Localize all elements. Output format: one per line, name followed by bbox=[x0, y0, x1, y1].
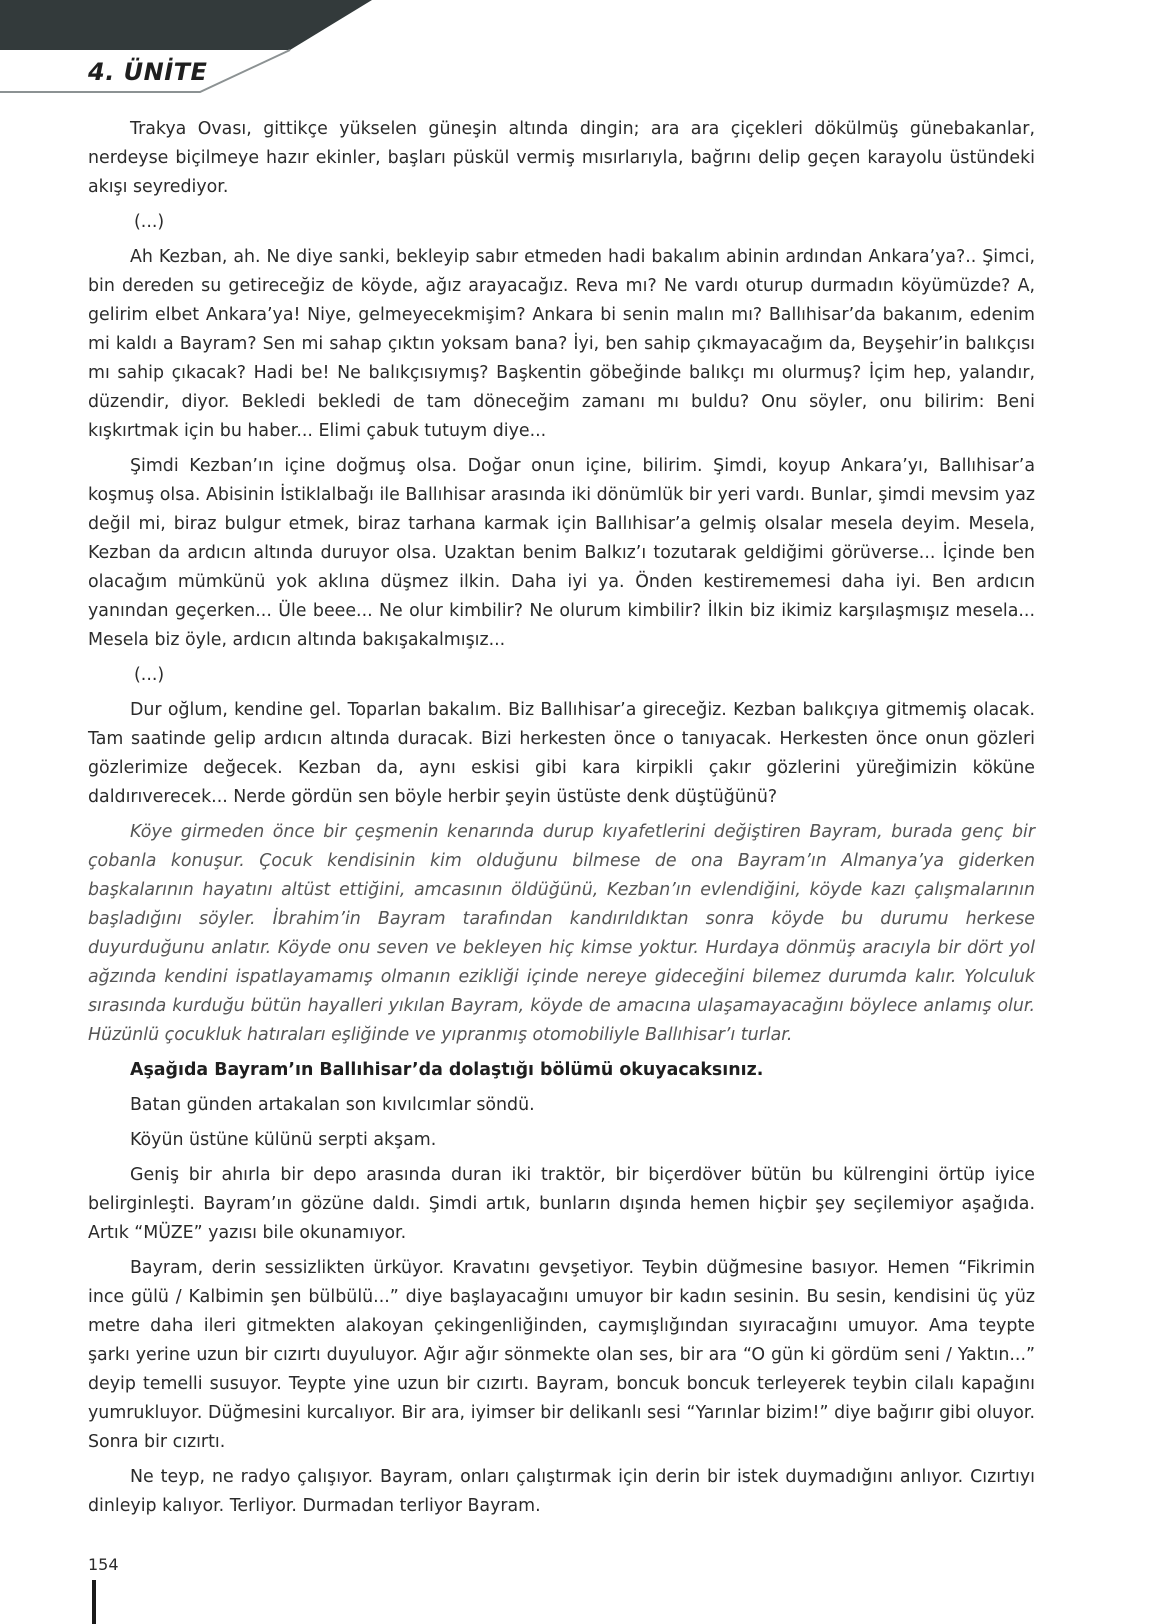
page-number-rule bbox=[92, 1580, 96, 1624]
header-dark-band bbox=[0, 0, 372, 50]
text-paragraph: Şimdi Kezban’ın içine doğmuş olsa. Doğar onun içine, bilirim. Şimdi, koyup Ankara’yı, Ballıhisar’a koşmuş olsa. Abisinin İstiklalbağı ile Ballıhisar arasında iki dönümlük bir yeri vardı. Bunlar, şimdi mevsim yaz değil mi, biraz bulgur etmek, biraz tarhana karmak için Ballıhisar’a gelmiş olsalar mesela deyim. Mesela, Kezban da ardıcın altında duruyor olsa. Uzaktan benim Balkız’ı tozutarak geldiğimi görüverse... İçinde ben olacağım mümkünü yok aklına düşmez ilkin. Daha iyi ya. Önden kestirememesi daha iyi. Ben ardıcın yanından geçerken... Üle beee... Ne olur kimbilir? Ne olurum kimbilir? İlkin biz ikimiz karşılaşmışız mesela... Mesela biz öyle, ardıcın altında bakışakalmışız... bbox=[88, 456, 1035, 650]
text-paragraph: Köyün üstüne külünü serpti akşam. bbox=[130, 1130, 437, 1150]
text-paragraph: Trakya Ovası, gittikçe yükselen güneşin altında dingin; ara ara çiçekleri dökülmüş günebakanlar, nerdeyse biçilmeye hazır ekinler, başları püskül vermiş mısırlarıyla, bağrını delip geçen karayolu üstündeki akışı seyrediyor. bbox=[88, 119, 1035, 197]
text-paragraph: Batan günden artakalan son kıvılcımlar söndü. bbox=[130, 1095, 535, 1115]
omission-marker: (...) bbox=[134, 665, 165, 685]
omission-marker: (...) bbox=[134, 212, 165, 232]
unit-title: 4. ÜNİTE bbox=[88, 58, 208, 86]
reading-text bbox=[88, 115, 1035, 1527]
summary-paragraph: Köye girmeden önce bir çeşmenin kenarında durup kıyafetlerini değiştiren Bayram, burada genç bir çobanla konuşur. Çocuk kendisinin kim olduğunu bilmese de ona Bayram’ın Almanya’ya giderken başkalarının hayatını altüst ettiğini, amcasının öldüğünü, Kezban’ın evlendiğini, köyde kazı çalışmalarının başladığını söyler. İbrahim’in Bayram tarafından kandırıldıktan sonra köyde bu durumu herkese duyurduğunu anlatır. Köyde onu seven ve bekleyen hiç kimse yoktur. Hurdaya dönmüş aracıyla bir dört yol ağzında kendini ispatlayamamış olmanın ezikliği içinde nereye gideceğini bilemez durumda kalır. Yolculuk sırasında kurduğu bütün hayalleri yıkılan Bayram, köyde de amacına ulaşamayacağını böylece anlamış olur. Hüzünlü çocukluk hatıraları eşliğinde ve yıpranmış otomobiliyle Ballıhisar’ı turlar. bbox=[88, 822, 1035, 1045]
text-paragraph: Dur oğlum, kendine gel. Toparlan bakalım. Biz Ballıhisar’a gireceğiz. Kezban balıkçıya gitmemiş olacak. Tam saatinde gelip ardıcın altında duracak. Bizi herkesten önce o tanıyacak. Herkesten önce onun gözleri gözlerimize değecek. Kezban da, aynı eskisi gibi kara kirpikli çakır gözlerini yüreğimizin köküne daldırıverecek... Nerde gördün sen böyle herbir şeyin üstüste denk düştüğünü? bbox=[88, 700, 1035, 807]
text-paragraph: Bayram, derin sessizlikten ürküyor. Kravatını gevşetiyor. Teybin düğmesine basıyor. Hemen “Fikrimin ince gülü / Kalbimin şen bülbülü...” diye başlayacağını umuyor bir kadın sesinin. Bu sesin, kendisini üç yüz metre daha ileri gitmekten alakoyan çekingenliğinden, caymışlığından sıyıracağını umuyor. Ama teypte şarkı yerine uzun bir cızırtı duyuluyor. Ağır ağır sönmekte olan ses, bir ara “O gün ki gördüm seni / Yaktın...” deyip temelli susuyor. Teypte yine uzun bir cızırtı. Bayram, boncuk boncuk terleyerek teybin cilalı kapağını yumrukluyor. Düğmesini kurcalıyor. Bir ara, iyimser bir delikanlı sesi “Yarınlar bizim!” diye bağırır gibi oluyor. Sonra bir cızırtı. bbox=[88, 1258, 1035, 1452]
text-paragraph: Ah Kezban, ah. Ne diye sanki, bekleyip sabır etmeden hadi bakalım abinin ardından Ankara’ya?.. Şimci, bin dereden su getireceğiz de köyde, ağız arayacağız. Reva mı? Ne vardı oturup durmadın köyümüzde? A, gelirim elbet Ankara’ya! Niye, gelmeyecekmişim? Ankara bi senin malın mı? Ballıhisar’da bakanım, edenim mi kaldı a Bayram? Sen mi sahap çıktın yoksam bana? İyi, ben sahip çıkmayacağım da, Beyşehir’in balıkçısı mı sahip çıkacak? Hadi be! Ne balıkçısıymış? Başkentin göbeğinde balıkçı mı olurmuş? İçim hep, yalandır, düzendir, diyor. Bekledi bekledi de tam döneceğim zamanı mı buldu? Onu söyler, onu bilirim: Beni kışkırtmak için bu haber... Elimi çabuk tutuym diye... bbox=[88, 247, 1035, 441]
instruction-paragraph: Aşağıda Bayram’ın Ballıhisar’da dolaştığı bölümü okuyacaksınız. bbox=[130, 1060, 764, 1080]
text-paragraph: Geniş bir ahırla bir depo arasında duran iki traktör, bir biçerdöver bütün bu külrengini örtüp iyice belirginleşti. Bayram’ın gözüne daldı. Şimdi artık, bunların dışında hemen hiçbir şey seçilemiyor aşağıda. Artık “MÜZE” yazısı bile okunamıyor. bbox=[88, 1165, 1035, 1243]
text-paragraph: Ne teyp, ne radyo çalışıyor. Bayram, onları çalıştırmak için derin bir istek duymadığını anlıyor. Cızırtıyı dinleyip kalıyor. Terliyor. Durmadan terliyor Bayram. bbox=[88, 1467, 1035, 1516]
page-number: 154 bbox=[88, 1555, 119, 1574]
